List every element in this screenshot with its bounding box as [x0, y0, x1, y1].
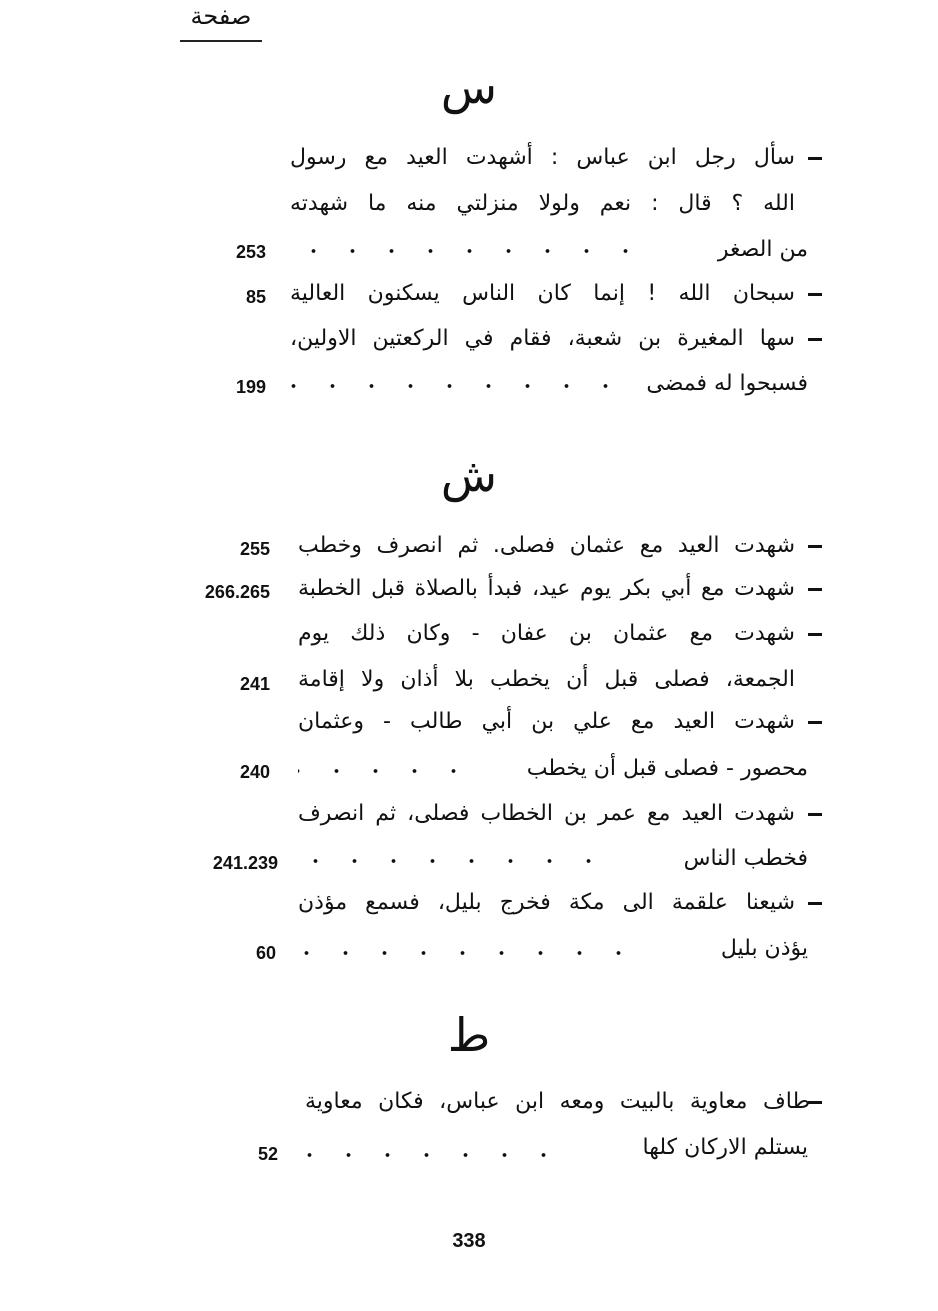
page-ref: 60 — [255, 943, 276, 963]
page-column-header: صفحة — [190, 2, 252, 30]
page-ref: 52 — [257, 1144, 278, 1164]
section-letter-seen: س — [440, 60, 498, 114]
leader-dots — [298, 950, 638, 956]
header-underline — [180, 40, 262, 42]
entry-dash — [808, 588, 822, 591]
entry-line: شهدت العيد مع علي بن أبي طالب - وعثمان — [298, 709, 795, 734]
page-ref: 241.239 — [212, 853, 278, 873]
entry-line: الله ؟ قال : نعم ولولا منزلتي منه ما شهدته — [290, 191, 795, 216]
entry-line: محصور - فصلى قبل أن يخطب — [526, 756, 808, 781]
entry-dash — [808, 545, 822, 548]
leader-dots — [298, 768, 473, 774]
section-letter-taa: ط — [447, 1008, 491, 1062]
entry-dash — [808, 157, 822, 160]
entry-dash — [808, 1101, 822, 1104]
entry-line: سبحان الله ! إنما كان الناس يسكنون العالية — [290, 281, 795, 306]
entry-line: فخطب الناس — [683, 846, 808, 871]
leader-dots — [298, 1152, 563, 1158]
entry-dash — [808, 338, 822, 341]
entry-dash — [808, 902, 822, 905]
entry-line: من الصغر — [717, 237, 808, 262]
page-ref: 85 — [245, 287, 266, 307]
page-ref: 253 — [235, 242, 266, 262]
entry-line: طاف معاوية بالبيت ومعه ابن عباس، فكان معاوية — [305, 1089, 810, 1114]
entry-dash — [808, 813, 822, 816]
section-letter-sheen: ش — [440, 448, 498, 502]
entry-line: يؤذن بليل — [720, 936, 808, 961]
page-number: 338 — [452, 1230, 486, 1252]
page-ref: 266.265 — [204, 582, 270, 602]
entry-line: شيعنا علقمة الى مكة فخرج بليل، فسمع مؤذن — [298, 890, 795, 915]
entry-line: سأل رجل ابن عباس : أشهدت العيد مع رسول — [290, 145, 795, 170]
leader-dots — [290, 248, 645, 254]
page-ref: 240 — [239, 762, 270, 782]
entry-dash — [808, 293, 822, 296]
entry-line: شهدت العيد مع عمر بن الخطاب فصلى، ثم انصرف — [298, 801, 795, 826]
entry-line: يستلم الاركان كلها — [642, 1135, 808, 1160]
entry-line: شهدت مع أبي بكر يوم عيد، فبدأ بالصلاة قبل الخطبة — [298, 576, 795, 601]
entry-dash — [808, 721, 822, 724]
leader-dots — [290, 383, 625, 389]
entry-line: شهدت العيد مع عثمان فصلى. ثم انصرف وخطب — [298, 533, 795, 558]
page-ref: 255 — [239, 539, 270, 559]
entry-line: شهدت مع عثمان بن عفان - وكان ذلك يوم — [298, 621, 795, 646]
page-ref: 199 — [235, 377, 266, 397]
entry-line: سها المغيرة بن شعبة، فقام في الركعتين الاولين، — [290, 326, 795, 351]
leader-dots — [298, 858, 608, 864]
entry-line: فسبحوا له فمضى — [646, 371, 808, 396]
page-ref: 241 — [239, 674, 270, 694]
entry-dash — [808, 633, 822, 636]
entry-line: الجمعة، فصلى قبل أن يخطب بلا أذان ولا إقامة — [298, 667, 795, 692]
